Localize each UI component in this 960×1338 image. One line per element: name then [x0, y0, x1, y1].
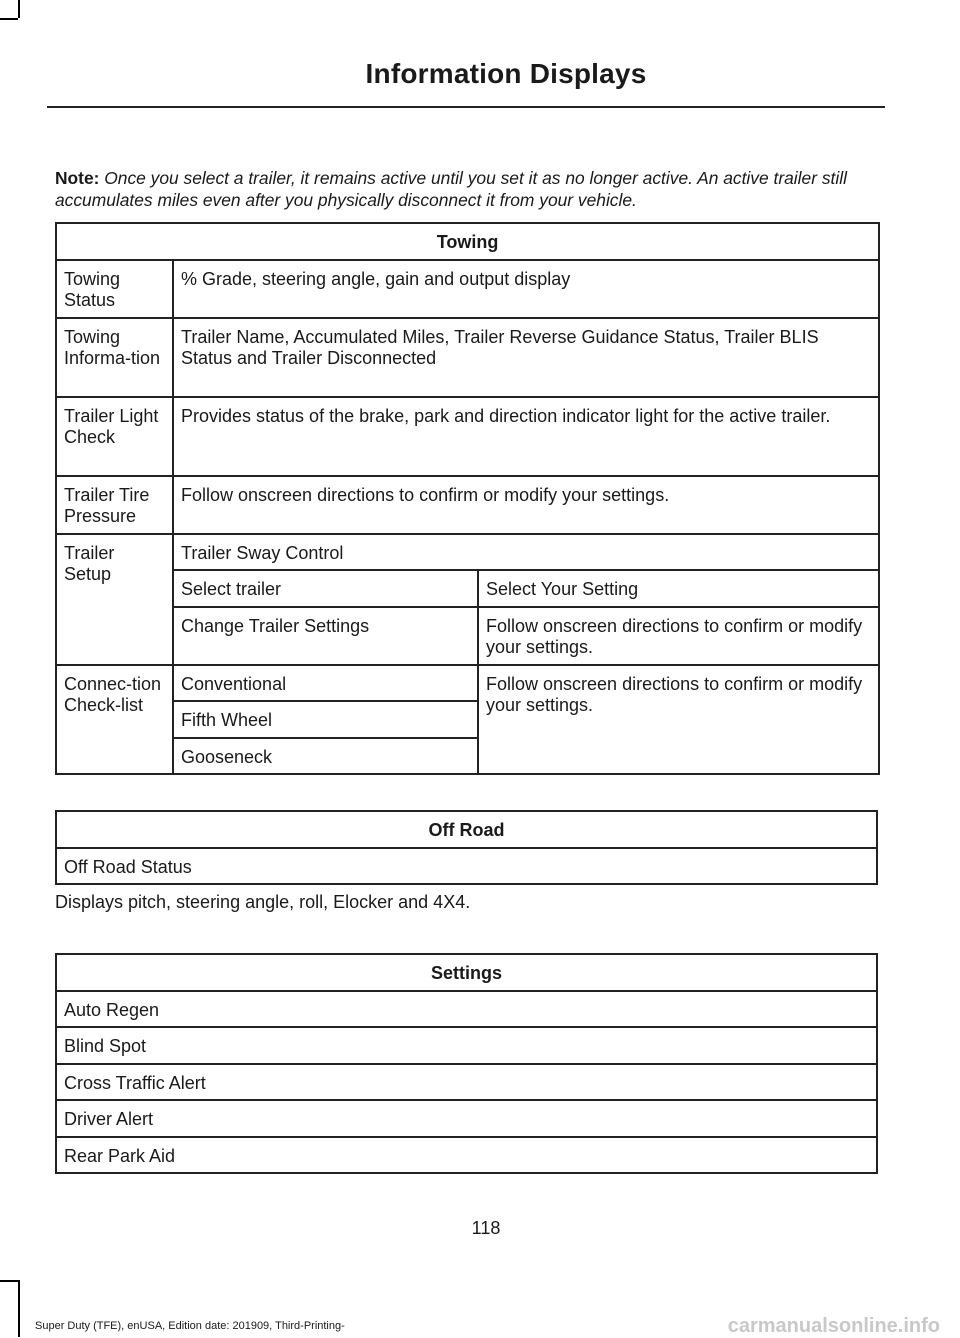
setup-action: Select Your Setting — [478, 570, 879, 607]
settings-row: Driver Alert — [56, 1100, 877, 1137]
off-road-table — [55, 810, 878, 885]
table-row — [56, 1100, 877, 1137]
row-label: Trailer Tire Pressure — [56, 476, 173, 534]
header-divider — [47, 106, 885, 108]
off-road-row: Off Road Status — [56, 848, 877, 884]
checklist-action: Follow onscreen directions to confirm or modify your settings. — [478, 665, 879, 774]
checklist-option: Fifth Wheel — [173, 701, 478, 738]
towing-table-title: Towing — [56, 223, 879, 260]
crop-mark-bottom-left — [18, 1280, 20, 1337]
table-row — [56, 476, 879, 534]
row-label: Towing Informa-tion — [56, 318, 173, 397]
row-description: Provides status of the brake, park and direction indicator light for the active trailer. — [173, 397, 879, 476]
table-row — [56, 318, 879, 397]
table-row — [56, 1064, 877, 1100]
table-row — [56, 534, 879, 570]
settings-table-title: Settings — [56, 954, 877, 991]
table-row — [56, 570, 879, 607]
row-label: Towing Status — [56, 260, 173, 318]
row-description: Follow onscreen directions to confirm or modify your settings. — [173, 476, 879, 534]
crop-mark-bottom-left — [0, 1280, 18, 1282]
table-row — [56, 397, 879, 476]
row-label: Connec-tion Check-list — [56, 665, 173, 774]
settings-row: Blind Spot — [56, 1027, 877, 1064]
table-row — [56, 1027, 877, 1064]
checklist-option: Conventional — [173, 665, 478, 701]
table-row — [56, 260, 879, 318]
checklist-option: Gooseneck — [173, 738, 478, 774]
footer-edition-text: Super Duty (TFE), enUSA, Edition date: 201909, Third-Printing- — [35, 1320, 345, 1332]
page-title: Information Displays — [365, 58, 647, 89]
crop-mark-top-left — [0, 18, 18, 20]
table-row — [56, 665, 879, 701]
setup-option: Change Trailer Settings — [173, 607, 478, 665]
setup-action: Follow onscreen directions to confirm or modify your settings. — [478, 607, 879, 665]
towing-table — [55, 222, 880, 775]
note-text: Once you select a trailer, it remains active until you set it as no longer active. An active trailer still accumulates miles even after you physically disconnect it from your vehicle. — [55, 168, 847, 210]
settings-row: Cross Traffic Alert — [56, 1064, 877, 1100]
setup-option: Select trailer — [173, 570, 478, 607]
row-label: Trailer Setup — [56, 534, 173, 665]
off-road-description: Displays pitch, steering angle, roll, Elocker and 4X4. — [55, 892, 471, 912]
note-paragraph — [55, 167, 885, 211]
note-label: Note: — [55, 168, 100, 188]
row-description: Trailer Name, Accumulated Miles, Trailer Reverse Guidance Status, Trailer BLIS Status and Trailer Disconnected — [173, 318, 879, 397]
table-row — [56, 848, 877, 884]
table-row — [56, 607, 879, 665]
row-label: Trailer Light Check — [56, 397, 173, 476]
off-road-table-title: Off Road — [56, 811, 877, 848]
settings-row: Auto Regen — [56, 991, 877, 1027]
page-number: 118 — [471, 1218, 501, 1238]
trailer-setup-header: Trailer Sway Control — [173, 534, 879, 570]
table-row — [56, 1137, 877, 1173]
settings-table — [55, 953, 878, 1174]
crop-mark-top-left — [18, 0, 20, 18]
table-row — [56, 991, 877, 1027]
row-description: % Grade, steering angle, gain and output display — [173, 260, 879, 318]
watermark: carmanualsonline.info — [727, 1315, 940, 1337]
settings-row: Rear Park Aid — [56, 1137, 877, 1173]
